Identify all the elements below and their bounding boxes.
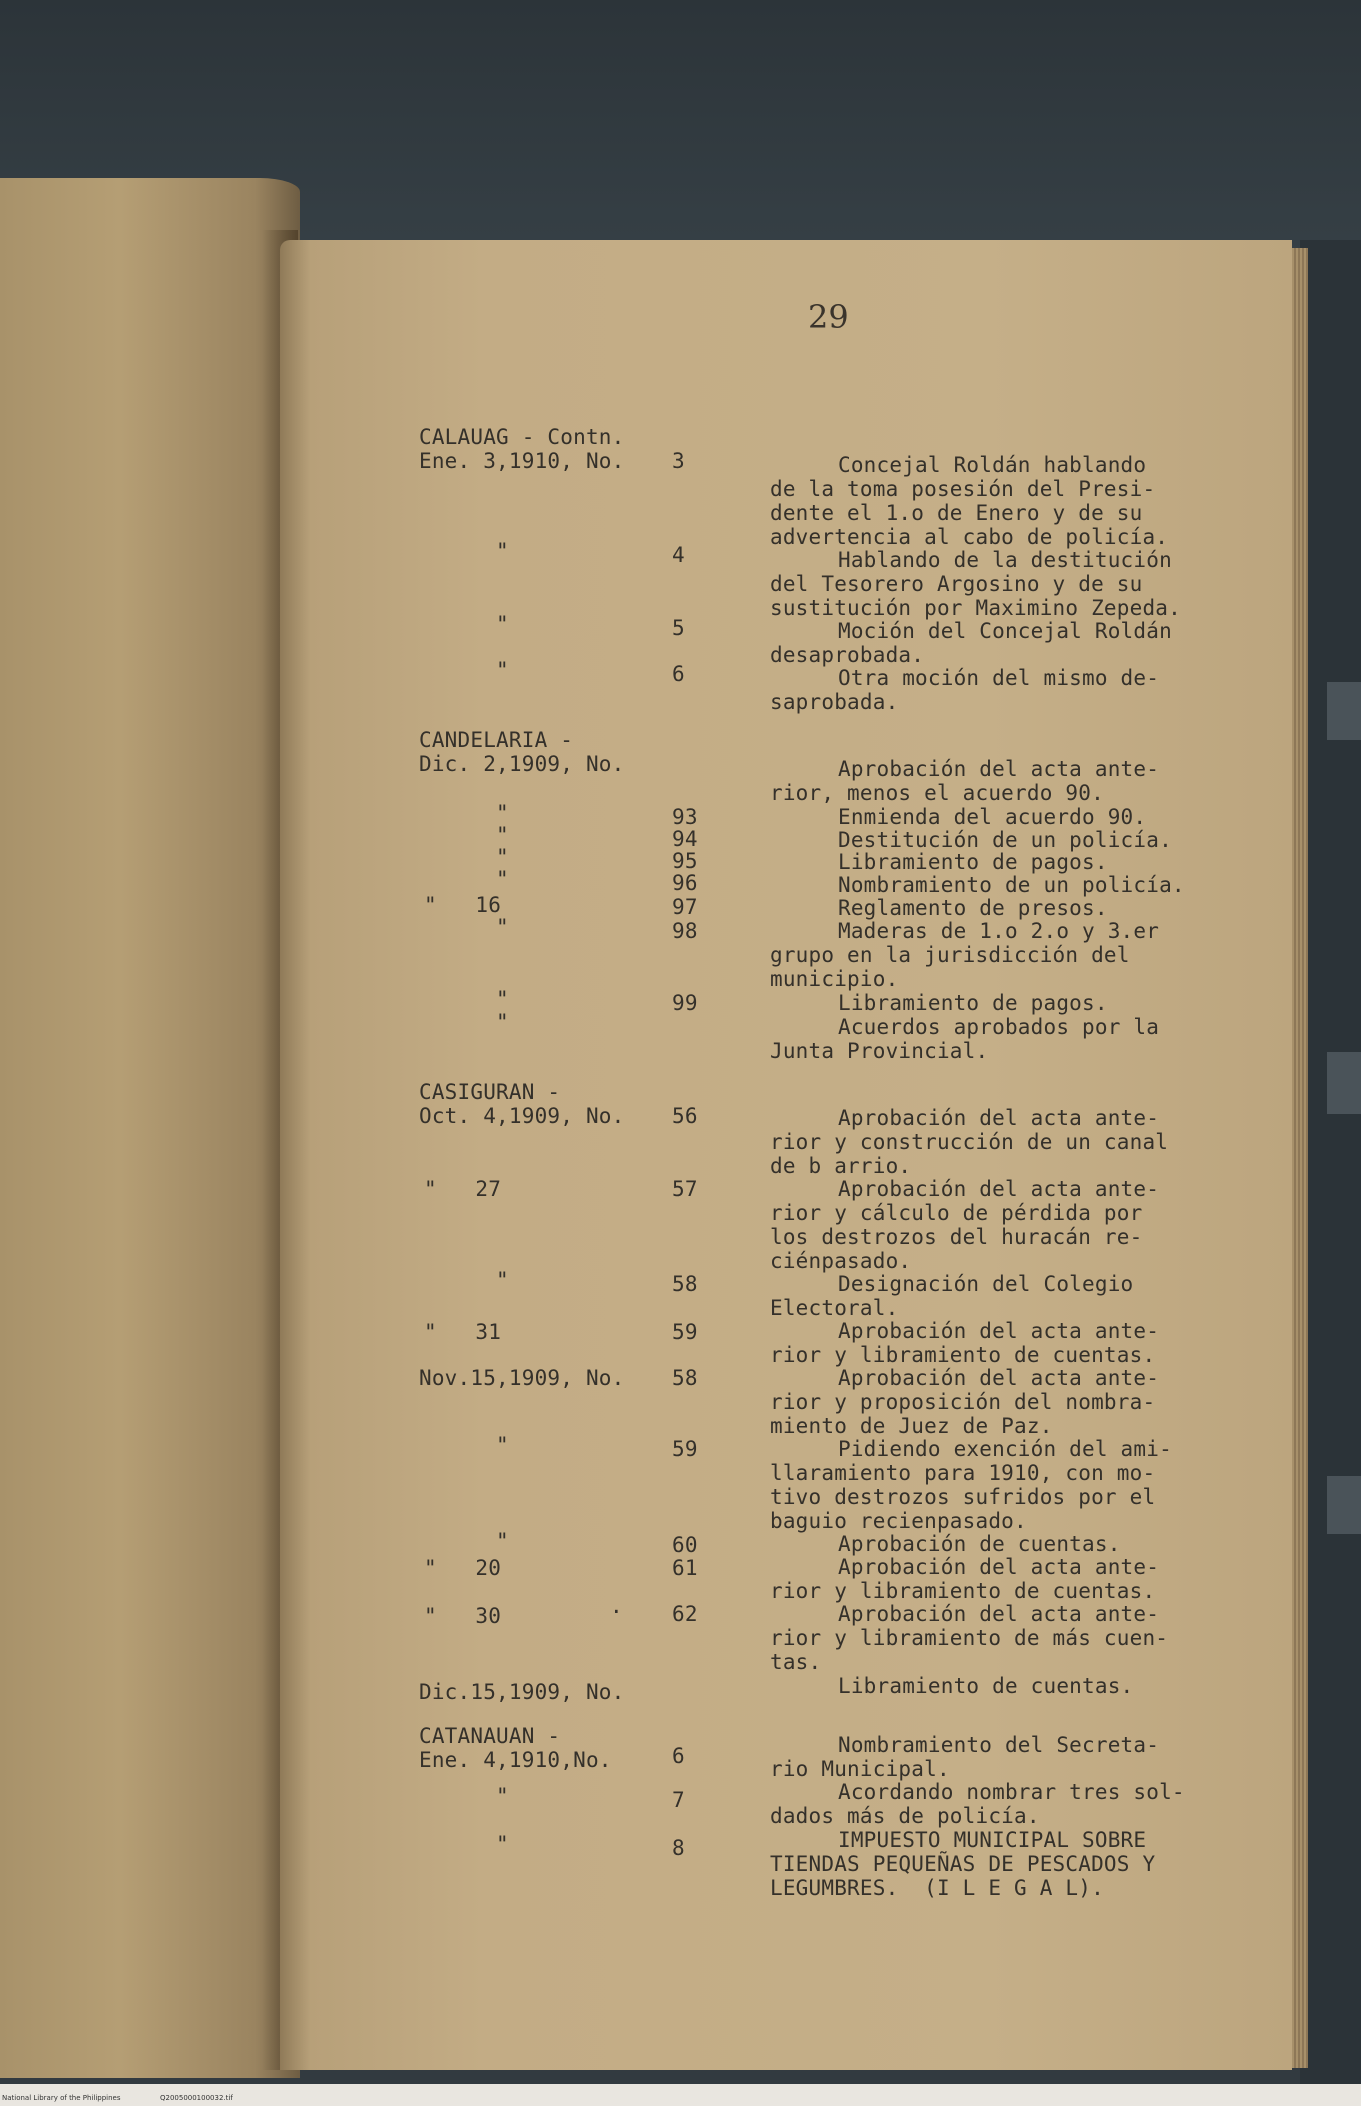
text-line: miento de Juez de Paz. (770, 1414, 1053, 1438)
text-line: " 16 (424, 893, 502, 917)
text-line: " (496, 1433, 509, 1457)
text-line: " 27 (424, 1177, 502, 1201)
text-line: " (496, 987, 509, 1011)
text-line: 8 (672, 1836, 685, 1860)
text-line: Enmienda del acuerdo 90. (838, 805, 1147, 829)
text-line: TIENDAS PEQUEÑAS DE PESCADOS Y (770, 1852, 1156, 1876)
text-line: " (496, 1010, 509, 1034)
text-line: Aprobación del acta ante- (838, 1319, 1160, 1343)
text-line: " (496, 539, 509, 563)
text-line: 58 (672, 1366, 698, 1390)
left-page (0, 178, 300, 2078)
text-line: de la toma posesión del Presi- (770, 477, 1156, 501)
text-line: rior y cálculo de pérdida por (770, 1201, 1143, 1225)
text-line: 4 (672, 543, 685, 567)
text-line: Aprobación del acta ante- (838, 1177, 1160, 1201)
text-line: Aprobación del acta ante- (838, 1602, 1160, 1626)
text-line: advertencia al cabo de policía. (770, 525, 1169, 549)
text-line: LEGUMBRES. (I L E G A L). (770, 1876, 1104, 1900)
text-line: 98 (672, 919, 698, 943)
text-line: baguio recienpasado. (770, 1509, 1027, 1533)
text-line: " 20 (424, 1556, 502, 1580)
text-line: Libramiento de cuentas. (838, 1674, 1134, 1698)
text-line: Pidiendo exención del ami- (838, 1437, 1172, 1461)
text-line: 3 (672, 449, 685, 473)
text-line: Acuerdos aprobados por la (838, 1015, 1160, 1039)
text-line: Nombramiento de un policía. (838, 873, 1185, 897)
text-line: Ene. 4,1910,No. (419, 1748, 612, 1772)
text-line: Acordando nombrar tres sol- (838, 1780, 1185, 1804)
text-line: 7 (672, 1788, 685, 1812)
text-line: " (496, 1784, 509, 1808)
text-line: dente el 1.o de Enero y de su (770, 501, 1143, 525)
text-line: Aprobación del acta ante- (838, 1106, 1160, 1130)
footer-left-text: National Library of the Philippines (2, 2094, 121, 2102)
text-line: Otra moción del mismo de- (838, 666, 1160, 690)
text-line: CATANAUAN - (419, 1724, 561, 1748)
text-line: rior y libramiento de cuentas. (770, 1579, 1156, 1603)
text-line: los destrozos del huracán re- (770, 1225, 1143, 1249)
text-line: " (496, 867, 509, 891)
text-line: Hablando de la destitución (838, 548, 1172, 572)
text-line: rior y libramiento de más cuen- (770, 1626, 1169, 1650)
text-line: " (496, 1832, 509, 1856)
book-tab (1327, 1476, 1361, 1534)
text-line: tas. (770, 1650, 822, 1674)
text-line: Aprobación del acta ante- (838, 1555, 1160, 1579)
text-line: 60 (672, 1533, 698, 1557)
text-line: Moción del Concejal Roldán (838, 619, 1172, 643)
text-line: tivo destrozos sufridos por el (770, 1485, 1156, 1509)
text-line: 93 (672, 805, 698, 829)
text-line: 95 (672, 849, 698, 873)
footer-right-text: Q2005000100032.tif (160, 2094, 233, 2102)
text-line: Aprobación del acta ante- (838, 757, 1160, 781)
text-line: " (496, 612, 509, 636)
text-line: 59 (672, 1320, 698, 1344)
text-line: rior y libramiento de cuentas. (770, 1343, 1156, 1367)
text-line: 99 (672, 991, 698, 1015)
text-line: Oct. 4,1909, No. (419, 1104, 625, 1128)
text-line: 61 (672, 1556, 698, 1580)
text-line: IMPUESTO MUNICIPAL SOBRE (838, 1828, 1147, 1852)
text-line: llaramiento para 1910, con mo- (770, 1461, 1156, 1485)
text-line: Libramiento de pagos. (838, 991, 1108, 1015)
text-line: 62 (672, 1602, 698, 1626)
text-line: CANDELARIA - (419, 728, 574, 752)
text-line: " 31 (424, 1320, 502, 1344)
scanner-background-right (1300, 240, 1361, 2106)
text-line: 59 (672, 1437, 698, 1461)
text-line: 97 (672, 895, 698, 919)
text-line: del Tesorero Argosino y de su (770, 572, 1143, 596)
text-line: Ene. 3,1910, No. (419, 449, 625, 473)
text-line: Aprobación de cuentas. (838, 1532, 1121, 1556)
text-line: Concejal Roldán hablando (838, 453, 1147, 477)
text-line: " (496, 658, 509, 682)
text-line: 57 (672, 1177, 698, 1201)
text-line: rior, menos el acuerdo 90. (770, 781, 1104, 805)
text-line: " (496, 801, 509, 825)
text-line: Dic. 2,1909, No. (419, 752, 625, 776)
page-number: 29 (808, 298, 849, 336)
text-line: rio Municipal. (770, 1757, 950, 1781)
text-line: 5 (672, 616, 685, 640)
text-line: municipio. (770, 967, 899, 991)
text-line: " (496, 1529, 509, 1553)
text-line: CASIGURAN - (419, 1080, 561, 1104)
text-line: " (496, 845, 509, 869)
text-line: Libramiento de pagos. (838, 850, 1108, 874)
text-line: " (496, 1268, 509, 1292)
book-tab (1327, 1052, 1361, 1114)
text-line: de b arrio. (770, 1154, 912, 1178)
text-line: Nov.15,1909, No. (419, 1366, 625, 1390)
text-line: dados más de policía. (770, 1804, 1040, 1828)
text-line: Designación del Colegio (838, 1272, 1134, 1296)
text-line: · (610, 1600, 623, 1624)
text-line: saprobada. (770, 690, 899, 714)
text-line: rior y proposición del nombra- (770, 1390, 1156, 1414)
text-line: Destitución de un policía. (838, 828, 1172, 852)
text-line: desaprobada. (770, 643, 925, 667)
text-line: " (496, 915, 509, 939)
text-line: Maderas de 1.o 2.o y 3.er (838, 919, 1160, 943)
text-line: 96 (672, 871, 698, 895)
text-line: Nombramiento del Secreta- (838, 1733, 1160, 1757)
text-line: Reglamento de presos. (838, 896, 1108, 920)
text-line: Aprobación del acta ante- (838, 1366, 1160, 1390)
text-line: Dic.15,1909, No. (419, 1680, 625, 1704)
text-line: Junta Provincial. (770, 1039, 989, 1063)
text-line: rior y construcción de un canal (770, 1130, 1169, 1154)
text-line: grupo en la jurisdicción del (770, 943, 1130, 967)
text-line: ciénpasado. (770, 1249, 912, 1273)
text-line: sustitución por Maximino Zepeda. (770, 596, 1181, 620)
text-line: CALAUAG - Contn. (419, 425, 625, 449)
text-line: 6 (672, 1744, 685, 1768)
text-line: 6 (672, 662, 685, 686)
text-line: " 30 (424, 1604, 502, 1628)
text-line: 56 (672, 1104, 698, 1128)
text-line: 94 (672, 827, 698, 851)
book-tab (1327, 682, 1361, 740)
text-line: 58 (672, 1272, 698, 1296)
text-line: Electoral. (770, 1296, 899, 1320)
text-line: " (496, 823, 509, 847)
